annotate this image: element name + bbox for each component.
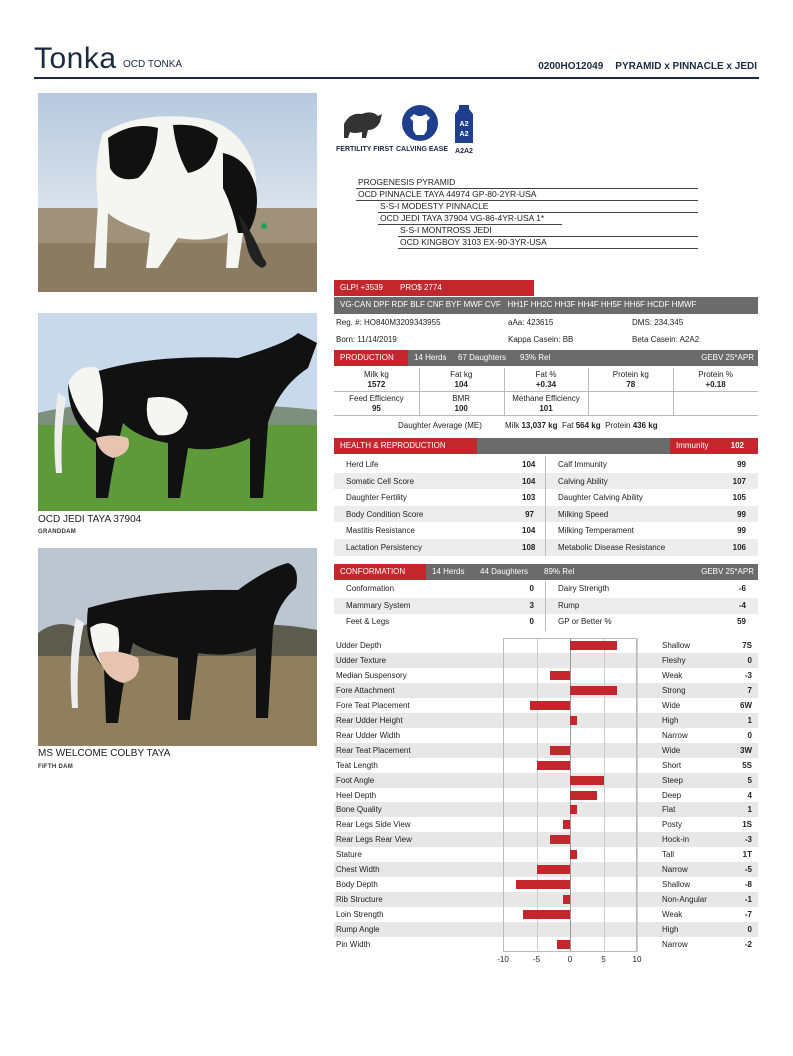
linear-trait-value: 1T [742, 850, 752, 860]
health-title: HEALTH & REPRODUCTION [340, 441, 446, 450]
production-cell-value: +0.34 [535, 380, 557, 389]
genetic-codes: VG-CAN DPF RDF BLF CNF BYF MWF CVF HH1F HH2C HH3F HH4F HH5F HH6F HCDF HMWF [340, 300, 697, 309]
health-value-right: 99 [737, 526, 746, 536]
linear-trait-bar [570, 791, 597, 800]
conformation-value-right: -6 [738, 584, 746, 593]
linear-trait-bar [570, 686, 617, 695]
linear-trait-direction: High [662, 925, 679, 935]
linear-trait-value: 1 [747, 715, 752, 725]
production-title: PRODUCTION [340, 353, 394, 362]
linear-trait-name: Rear Legs Rear View [336, 835, 412, 845]
production-cell-label: Fat kg [450, 370, 473, 379]
health-row [334, 506, 758, 523]
production-cell-value: 78 [626, 380, 636, 389]
linear-trait-direction: Weak [662, 910, 683, 920]
daughter-avg-fat: 564 kg [575, 421, 601, 430]
health-trait-left: Herd Life [346, 460, 379, 469]
linear-trait-direction: Shallow [662, 880, 691, 890]
daughter-average-values: Milk 13,037 kg Fat 564 kg Protein 436 kg [505, 421, 658, 430]
linear-trait-value: 0 [747, 655, 752, 665]
linear-trait-row [334, 802, 758, 817]
linear-trait-row [334, 683, 758, 698]
daughter-avg-milk: 13,037 kg [521, 421, 558, 430]
linear-trait-bar [550, 835, 570, 844]
linear-trait-value: 6W [740, 700, 752, 710]
linear-trait-value: -3 [744, 670, 752, 680]
linear-trait-value: -8 [744, 880, 752, 890]
health-spacer-bar [477, 438, 670, 454]
linear-trait-name: Rear Teat Placement [336, 745, 411, 755]
health-value-right: 107 [732, 476, 746, 486]
linear-trait-direction: Steep [662, 775, 683, 785]
linear-trait-name: Fore Teat Placement [336, 700, 410, 710]
linear-trait-name: Teat Length [336, 760, 378, 770]
aaa-code: aAa: 423615 [508, 318, 554, 327]
linear-trait-value: 5 [747, 775, 752, 785]
calving-ease-badge: CALVING EASE [396, 104, 444, 153]
efficiency-cell-value: 101 [539, 404, 553, 413]
chart-gridline [503, 638, 504, 952]
health-row [334, 456, 758, 473]
codes-bar [334, 297, 758, 314]
linear-trait-bar [570, 776, 604, 785]
granddam-photo [38, 313, 317, 511]
conformation-title-bar [334, 564, 426, 580]
granddam-caption: OCD JEDI TAYA 37904 [38, 514, 142, 525]
health-trait-left: Mastitis Resistance [346, 526, 415, 536]
linear-trait-row [334, 668, 758, 683]
conformation-row [334, 614, 758, 631]
conformation-value-right: -4 [738, 600, 746, 610]
health-trait-right: Milking Speed [558, 509, 609, 519]
health-title-bar [334, 438, 477, 454]
kappa-casein: Kappa Casein: BB [508, 335, 574, 344]
linear-trait-bar [550, 746, 570, 755]
linear-trait-direction: Fleshy [662, 655, 686, 665]
linear-trait-direction: Narrow [662, 940, 688, 949]
production-gebv: GEBV 25*APR [701, 353, 754, 362]
linear-trait-value: 0 [747, 925, 752, 935]
axis-tick-label: 10 [632, 954, 642, 964]
linear-trait-row [334, 728, 758, 743]
bull-icon [340, 104, 384, 142]
linear-trait-name: Udder Depth [336, 641, 382, 650]
fifth-dam-caption: MS WELCOME COLBY TAYA [38, 748, 171, 759]
svg-text:A2: A2 [459, 131, 469, 138]
production-cell-value: 104 [454, 380, 468, 389]
linear-trait-direction: Narrow [662, 865, 688, 875]
daughter-avg-protein: 436 kg [632, 421, 658, 430]
efficiency-cell-label: Feed Efficiency [349, 394, 404, 403]
daughter-average-label: Daughter Average (ME) [398, 421, 482, 430]
linear-trait-name: Udder Texture [336, 655, 387, 665]
linear-trait-bar [570, 641, 617, 650]
pro-dollars-value: PRO$ 2774 [400, 283, 442, 292]
health-value-right: 106 [732, 543, 746, 552]
linear-trait-row [334, 937, 758, 952]
linear-trait-value: -7 [744, 910, 752, 920]
conformation-value-right: 59 [737, 617, 746, 626]
linear-trait-bar [550, 671, 570, 680]
chart-gridline [637, 638, 638, 952]
bull-name: Tonka [34, 42, 117, 75]
linear-trait-row [334, 788, 758, 803]
linear-trait-direction: Wide [662, 745, 681, 755]
fertility-first-badge: FERTILITY FIRST [336, 104, 388, 153]
production-cell-divider [588, 368, 589, 416]
linear-trait-row [334, 743, 758, 758]
production-cell-label: Milk kg [363, 370, 389, 379]
linear-trait-value: 5S [742, 760, 752, 770]
production-cell-value: +0.18 [705, 380, 726, 389]
linear-trait-name: Heel Depth [336, 790, 377, 800]
production-cell-divider [673, 368, 674, 416]
efficiency-cell-value: 100 [454, 404, 468, 413]
production-bottom-divider [334, 415, 758, 416]
linear-trait-value: -5 [744, 865, 752, 875]
linear-trait-bar [570, 716, 577, 725]
linear-trait-row [334, 892, 758, 907]
linear-trait-name: Fore Attachment [336, 685, 395, 695]
linear-trait-row [334, 832, 758, 847]
axis-tick-label: -5 [532, 954, 541, 964]
linear-trait-bar [537, 761, 571, 770]
pedigree-line: PYRAMID x PINNACLE x JEDI [615, 61, 757, 72]
linear-trait-direction: High [662, 715, 679, 725]
linear-trait-value: 4 [747, 790, 752, 800]
dms-code: DMS: 234,345 [632, 318, 684, 327]
conformation-column-divider [545, 581, 546, 631]
conformation-row [334, 598, 758, 615]
linear-trait-row [334, 817, 758, 832]
conformation-reliability: 89% Rel [544, 567, 575, 576]
conformation-value-left: 0 [529, 617, 534, 626]
production-cell-label: Protein kg [612, 370, 649, 379]
linear-trait-name: Pin Width [336, 940, 371, 949]
health-trait-right: Milking Temperament [558, 526, 634, 536]
health-trait-left: Somatic Cell Score [346, 476, 415, 486]
production-cell-label: Protein % [698, 370, 733, 379]
linear-trait-bar [530, 701, 570, 710]
health-trait-right: Metabolic Disease Resistance [558, 543, 666, 552]
birth-date: Born: 11/14/2019 [336, 335, 397, 344]
health-row [334, 489, 758, 506]
linear-trait-name: Rear Udder Height [336, 715, 403, 725]
linear-trait-name: Body Depth [336, 880, 378, 890]
linear-trait-name: Bone Quality [336, 805, 382, 815]
health-trait-left: Daughter Fertility [346, 493, 407, 503]
bull-code-pedigree [538, 61, 757, 72]
linear-trait-bar [570, 850, 577, 859]
linear-trait-direction: Wide [662, 700, 681, 710]
linear-trait-value: -3 [744, 835, 752, 845]
health-value-left: 104 [522, 476, 536, 486]
production-cell-label: Fat % [535, 370, 557, 379]
registration-number: Reg. #: HO840M3209343955 [336, 318, 441, 327]
health-row [334, 522, 758, 539]
glpi-value: GLPI +3539 [340, 283, 383, 292]
bull-registered-name: OCD TONKA [123, 59, 183, 70]
calf-icon [401, 104, 439, 142]
linear-trait-value: 0 [747, 730, 752, 740]
svg-text:A2: A2 [459, 121, 469, 128]
health-value-right: 99 [737, 460, 746, 469]
production-title-bar [334, 350, 408, 366]
linear-trait-bar [563, 820, 570, 829]
pedigree-mggs: S-S-I MONTROSS JEDI [400, 225, 492, 235]
fifth-dam-label: FIFTH DAM [38, 764, 74, 770]
health-row [334, 539, 758, 556]
linear-trait-direction: Posty [662, 820, 683, 830]
health-trait-right: Calf Immunity [558, 460, 607, 469]
conformation-daughters: 44 Daughters [480, 567, 529, 576]
health-row [334, 473, 758, 490]
linear-trait-direction: Tall [662, 850, 675, 860]
beta-casein: Beta Casein: A2A2 [632, 335, 700, 344]
axis-tick-label: 0 [567, 954, 573, 964]
linear-trait-row [334, 922, 758, 937]
linear-trait-row [334, 773, 758, 788]
health-value-left: 104 [522, 526, 536, 536]
conformation-row [334, 581, 758, 598]
linear-trait-value: -2 [744, 940, 752, 949]
linear-trait-direction: Short [662, 760, 682, 770]
linear-trait-row [334, 847, 758, 862]
production-herds: 14 Herds [414, 353, 447, 362]
health-value-left: 103 [522, 493, 536, 503]
conformation-trait-left: Feet & Legs [346, 617, 390, 626]
conformation-trait-left: Mammary System [346, 600, 411, 610]
health-column-divider [545, 456, 546, 556]
conformation-trait-right: Dairy Strength [558, 584, 610, 593]
conformation-value-left: 0 [529, 584, 534, 593]
linear-trait-value: -1 [744, 895, 752, 905]
linear-trait-direction: Hock-in [662, 835, 690, 845]
health-trait-right: Calving Ability [558, 476, 608, 486]
pedigree-great-granddam: OCD KINGBOY 3103 EX-90-3YR-USA [400, 237, 547, 247]
production-reliability: 93% Rel [520, 353, 551, 362]
efficiency-cell-value: 95 [371, 404, 381, 413]
efficiency-cell-label: Methane Efficiency [512, 394, 580, 403]
fifth-dam-photo [38, 548, 317, 746]
granddam-label: GRANDDAM [38, 529, 77, 535]
production-row-divider [334, 391, 758, 392]
health-trait-right: Daughter Calving Ability [558, 493, 643, 503]
health-value-left: 97 [525, 509, 534, 519]
immunity-value: 102 [730, 441, 744, 450]
milk-bottle-icon [453, 104, 475, 144]
conformation-trait-right: GP or Better % [558, 617, 612, 626]
pedigree-mgs: S-S-I MODESTY PINNACLE [380, 201, 489, 211]
linear-trait-direction: Weak [662, 670, 683, 680]
linear-trait-value: 1S [742, 820, 752, 830]
linear-trait-value: 7S [742, 641, 752, 650]
linear-trait-name: Stature [336, 850, 362, 860]
production-daughters: 67 Daughters [458, 353, 507, 362]
linear-trait-name: Median Suspensory [336, 670, 407, 680]
conformation-gebv: GEBV 25*APR [701, 567, 754, 576]
immunity-label: Immunity [676, 441, 709, 450]
chart-gridline [537, 638, 538, 952]
linear-trait-direction: Strong [662, 685, 686, 695]
linear-trait-direction: Narrow [662, 730, 688, 740]
pedigree-sire: PROGENESIS PYRAMID [358, 177, 456, 187]
linear-trait-value: 3W [740, 745, 752, 755]
linear-trait-direction: Deep [662, 790, 682, 800]
linear-trait-name: Rear Legs Side View [336, 820, 411, 830]
linear-trait-name: Chest Width [336, 865, 380, 875]
linear-trait-value: 7 [747, 685, 752, 695]
bull-photo [38, 93, 317, 292]
header-divider [34, 77, 759, 79]
immunity-bar [670, 438, 758, 454]
health-value-right: 105 [732, 493, 746, 503]
conformation-value-left: 3 [529, 600, 534, 610]
health-trait-left: Body Condition Score [346, 509, 424, 519]
pedigree-dam: OCD PINNACLE TAYA 44974 GP-80-2YR-USA [358, 189, 537, 199]
linear-trait-bar [537, 865, 571, 874]
linear-trait-bar [563, 895, 570, 904]
axis-tick-label: 5 [601, 954, 606, 964]
linear-trait-row [334, 713, 758, 728]
production-info-bar [408, 350, 758, 366]
linear-trait-row [334, 653, 758, 668]
conformation-title: CONFORMATION [340, 567, 406, 576]
linear-trait-bar [570, 805, 577, 814]
health-trait-left: Lactation Persistency [346, 543, 423, 552]
axis-tick-label: -10 [497, 954, 509, 964]
linear-trait-direction: Flat [662, 805, 676, 815]
linear-trait-direction: Non-Angular [662, 895, 707, 905]
linear-trait-row [334, 638, 758, 653]
health-value-left: 104 [522, 460, 536, 469]
linear-trait-direction: Shallow [662, 641, 691, 650]
conformation-trait-left: Conformation [346, 584, 395, 593]
pedigree-granddam: OCD JEDI TAYA 37904 VG-86-4YR-USA 1* [380, 213, 545, 223]
linear-trait-name: Rump Angle [336, 925, 380, 935]
linear-trait-name: Rib Structure [336, 895, 383, 905]
index-bar [334, 280, 534, 296]
a2a2-badge: A2 A2 A2A2 [450, 104, 478, 155]
linear-trait-name: Foot Angle [336, 775, 375, 785]
health-value-right: 99 [737, 509, 746, 519]
efficiency-cell-label: BMR [452, 394, 471, 403]
linear-trait-name: Rear Udder Width [336, 730, 401, 740]
linear-trait-bar [557, 940, 570, 949]
production-cell-value: 1572 [367, 380, 386, 389]
linear-trait-name: Loin Strength [336, 910, 384, 920]
conformation-herds: 14 Herds [432, 567, 465, 576]
linear-trait-bar [516, 880, 570, 889]
linear-trait-value: 1 [747, 805, 752, 815]
linear-trait-bar [523, 910, 570, 919]
health-value-left: 108 [522, 543, 536, 552]
conformation-info-bar [426, 564, 758, 580]
pedigree-line-6 [398, 248, 698, 249]
conformation-trait-right: Rump [558, 600, 580, 610]
bull-code: 0200HO12049 [538, 61, 604, 72]
